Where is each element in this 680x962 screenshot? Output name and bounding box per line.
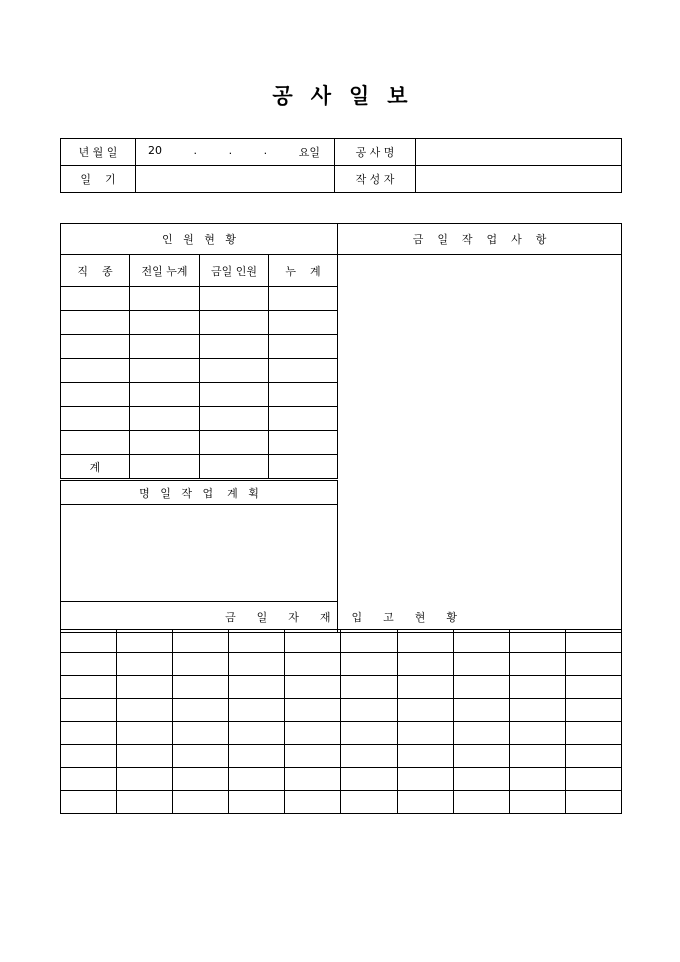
tomorrow-plan-field[interactable]	[61, 505, 338, 602]
cell[interactable]	[61, 335, 130, 359]
cell[interactable]	[229, 653, 285, 676]
cell[interactable]	[398, 676, 454, 699]
cell[interactable]	[117, 630, 173, 653]
personnel-col-prev-total: 전일 누계	[130, 255, 200, 287]
cell[interactable]	[269, 311, 338, 335]
personnel-col-today: 금일 인원	[200, 255, 269, 287]
cell[interactable]	[229, 676, 285, 699]
cell[interactable]	[130, 359, 200, 383]
personnel-total-label: 계	[61, 455, 130, 480]
cell[interactable]	[200, 407, 269, 431]
cell[interactable]	[117, 791, 173, 814]
cell[interactable]	[341, 653, 398, 676]
cell[interactable]	[173, 676, 229, 699]
materials-row	[61, 722, 622, 745]
project-name-label: 공 사 명	[335, 139, 416, 166]
author-field[interactable]	[416, 166, 622, 193]
cell[interactable]	[566, 676, 622, 699]
cell[interactable]	[173, 699, 229, 722]
cell[interactable]	[398, 653, 454, 676]
materials-row	[61, 699, 622, 722]
cell[interactable]	[398, 630, 454, 653]
cell[interactable]	[173, 745, 229, 768]
cell[interactable]	[130, 383, 200, 407]
cell[interactable]	[130, 431, 200, 455]
cell[interactable]	[61, 407, 130, 431]
materials-row	[61, 791, 622, 814]
cell[interactable]	[61, 653, 117, 676]
cell[interactable]	[117, 676, 173, 699]
cell[interactable]	[61, 699, 117, 722]
cell[interactable]	[285, 745, 341, 768]
today-work-section-title: 금 일 작 업 사 항	[338, 224, 622, 255]
date-separator: .	[228, 144, 233, 157]
cell[interactable]	[61, 287, 130, 311]
cell[interactable]	[173, 630, 229, 653]
cell[interactable]	[566, 630, 622, 653]
materials-section-title: 금 일 자 재 입 고 현 황	[61, 602, 622, 633]
date-field[interactable]	[136, 139, 335, 166]
cell[interactable]	[566, 722, 622, 745]
date-separator: .	[263, 144, 268, 157]
cell[interactable]	[398, 699, 454, 722]
title-char-3: 일	[349, 83, 370, 108]
weekday-label: 요일	[298, 146, 320, 159]
cell[interactable]	[566, 745, 622, 768]
cell[interactable]	[510, 745, 566, 768]
cell[interactable]	[61, 722, 117, 745]
weather-field[interactable]	[136, 166, 335, 193]
cell[interactable]	[200, 335, 269, 359]
cell[interactable]	[269, 335, 338, 359]
date-year-prefix: 20	[148, 144, 162, 157]
cell[interactable]	[229, 745, 285, 768]
cell[interactable]	[61, 768, 117, 791]
materials-row	[61, 653, 622, 676]
cell[interactable]	[454, 676, 510, 699]
cell[interactable]	[130, 407, 200, 431]
cell[interactable]	[269, 383, 338, 407]
cell[interactable]	[510, 791, 566, 814]
cell[interactable]	[200, 431, 269, 455]
cell[interactable]	[130, 335, 200, 359]
cell[interactable]	[173, 722, 229, 745]
cell[interactable]	[285, 791, 341, 814]
cell[interactable]	[566, 653, 622, 676]
cell[interactable]	[117, 653, 173, 676]
title-char-2: 사	[310, 83, 331, 108]
cell[interactable]	[269, 431, 338, 455]
cell[interactable]	[269, 455, 338, 480]
cell[interactable]	[200, 287, 269, 311]
cell[interactable]	[398, 768, 454, 791]
cell[interactable]	[200, 455, 269, 480]
cell[interactable]	[454, 791, 510, 814]
personnel-col-cumulative: 누 계	[269, 255, 338, 287]
cell[interactable]	[61, 383, 130, 407]
cell[interactable]	[285, 722, 341, 745]
cell[interactable]	[117, 768, 173, 791]
cell[interactable]	[454, 768, 510, 791]
materials-row	[61, 768, 622, 791]
date-separator: .	[193, 144, 198, 157]
cell[interactable]	[510, 630, 566, 653]
page-title	[0, 80, 680, 110]
title-char-4: 보	[387, 83, 408, 108]
title-char-1: 공	[272, 83, 293, 108]
cell[interactable]	[285, 653, 341, 676]
cell[interactable]	[61, 311, 130, 335]
cell[interactable]	[200, 383, 269, 407]
main-table	[60, 223, 622, 633]
cell[interactable]	[341, 630, 398, 653]
cell[interactable]	[566, 768, 622, 791]
header-table	[60, 138, 622, 193]
cell[interactable]	[61, 359, 130, 383]
cell[interactable]	[285, 768, 341, 791]
cell[interactable]	[130, 455, 200, 480]
cell[interactable]	[269, 359, 338, 383]
personnel-col-job: 직 종	[61, 255, 130, 287]
cell[interactable]	[285, 630, 341, 653]
cell[interactable]	[229, 699, 285, 722]
cell[interactable]	[341, 768, 398, 791]
cell[interactable]	[229, 768, 285, 791]
cell[interactable]	[117, 699, 173, 722]
tomorrow-plan-section-title: 명 일 작 업 계 획	[61, 480, 338, 505]
cell[interactable]	[173, 768, 229, 791]
cell[interactable]	[454, 722, 510, 745]
materials-row	[61, 676, 622, 699]
cell[interactable]	[173, 791, 229, 814]
cell[interactable]	[130, 287, 200, 311]
cell[interactable]	[341, 676, 398, 699]
cell[interactable]	[454, 653, 510, 676]
cell[interactable]	[200, 311, 269, 335]
materials-table	[60, 629, 622, 814]
cell[interactable]	[510, 676, 566, 699]
cell[interactable]	[341, 745, 398, 768]
cell[interactable]	[229, 630, 285, 653]
cell[interactable]	[341, 722, 398, 745]
cell[interactable]	[117, 722, 173, 745]
materials-row	[61, 630, 622, 653]
cell[interactable]	[229, 791, 285, 814]
cell[interactable]	[341, 699, 398, 722]
cell[interactable]	[510, 768, 566, 791]
weather-label: 일 기	[61, 166, 136, 193]
cell[interactable]	[61, 431, 130, 455]
cell[interactable]	[269, 287, 338, 311]
cell[interactable]	[454, 630, 510, 653]
cell[interactable]	[61, 791, 117, 814]
cell[interactable]	[61, 745, 117, 768]
cell[interactable]	[566, 699, 622, 722]
cell[interactable]	[566, 791, 622, 814]
cell[interactable]	[510, 653, 566, 676]
cell[interactable]	[229, 722, 285, 745]
author-label: 작 성 자	[335, 166, 416, 193]
cell[interactable]	[173, 653, 229, 676]
cell[interactable]	[285, 676, 341, 699]
cell[interactable]	[510, 722, 566, 745]
cell[interactable]	[398, 722, 454, 745]
cell[interactable]	[117, 745, 173, 768]
cell[interactable]	[285, 699, 341, 722]
materials-row	[61, 745, 622, 768]
cell[interactable]	[454, 745, 510, 768]
project-name-field[interactable]	[416, 139, 622, 166]
personnel-section-title: 인 원 현 황	[61, 224, 338, 255]
cell[interactable]	[341, 791, 398, 814]
cell[interactable]	[510, 699, 566, 722]
today-work-field[interactable]	[338, 255, 622, 633]
cell[interactable]	[200, 359, 269, 383]
cell[interactable]	[130, 311, 200, 335]
cell[interactable]	[398, 791, 454, 814]
cell[interactable]	[454, 699, 510, 722]
cell[interactable]	[269, 407, 338, 431]
date-label: 년 월 일	[61, 139, 136, 166]
cell[interactable]	[61, 676, 117, 699]
cell[interactable]	[61, 630, 117, 653]
cell[interactable]	[398, 745, 454, 768]
